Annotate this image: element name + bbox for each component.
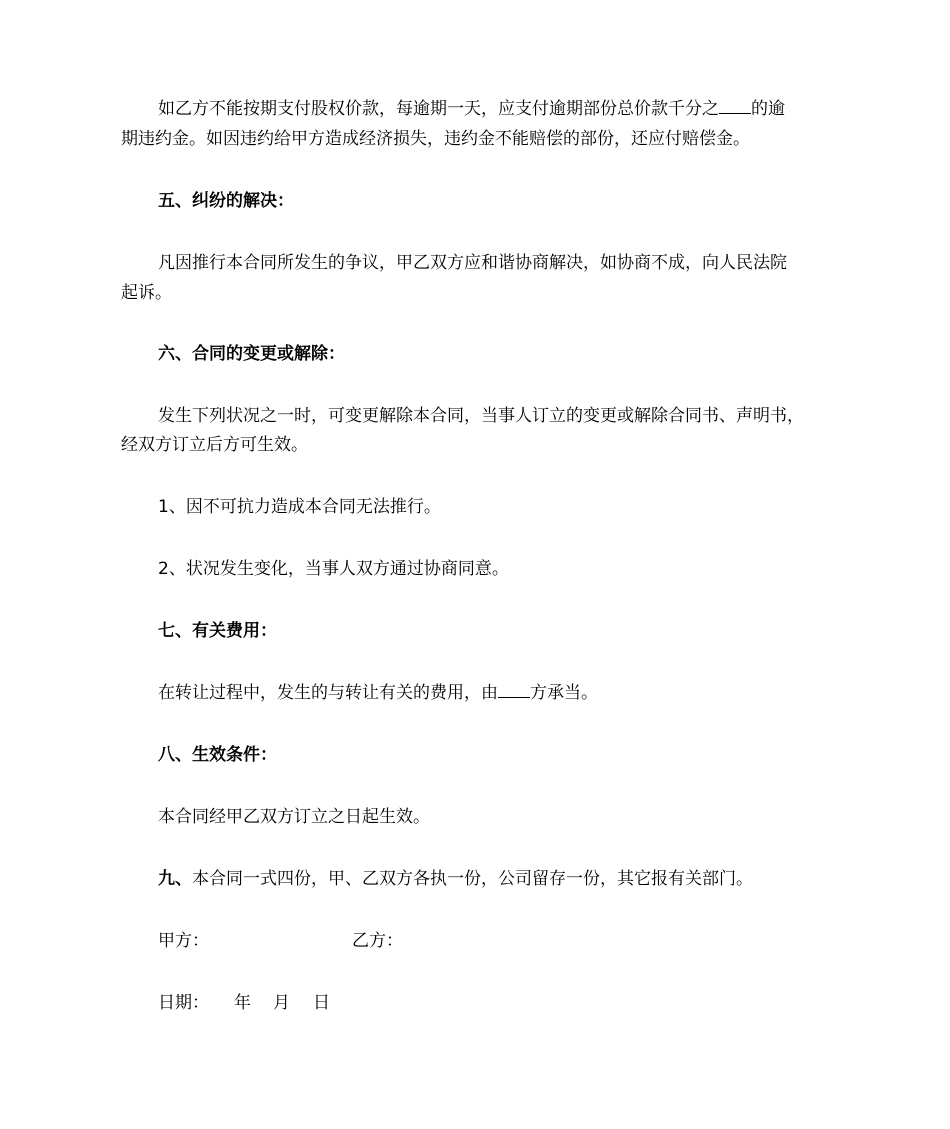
section-7-text bbox=[158, 683, 598, 703]
date-year: 年 bbox=[234, 993, 251, 1013]
section-8-text: 本合同经甲乙双方订立之日起生效。 bbox=[158, 807, 430, 827]
penalty-text-after-blank: 的逾 bbox=[751, 99, 785, 119]
party-b-label: 乙方： bbox=[352, 931, 403, 951]
section-7-heading: 七、有关费用： bbox=[158, 621, 277, 641]
section-6-line-1: 发生下列状况之一时，可变更解除本合同，当事人订立的变更或解除合同书、声明书， bbox=[158, 406, 804, 426]
penalty-line-2: 期违约金。如因违约给甲方造成经济损失，违约金不能赔偿的部份，还应付赔偿金。 bbox=[121, 129, 750, 149]
penalty-text-before-blank: 如乙方不能按期支付股权价款，每逾期一天，应支付逾期部份总价款千分之 bbox=[158, 99, 719, 119]
section-7-blank bbox=[498, 683, 530, 698]
date-label: 日期： bbox=[158, 993, 209, 1013]
date-month: 月 bbox=[273, 993, 290, 1013]
section-6-heading: 六、合同的变更或解除： bbox=[158, 344, 345, 364]
penalty-line-1 bbox=[158, 99, 785, 119]
section-9-heading: 九、 bbox=[158, 869, 192, 889]
section-9-line bbox=[158, 869, 753, 889]
section-8-heading: 八、生效条件： bbox=[158, 745, 277, 765]
section-5-heading: 五、纠纷的解决： bbox=[158, 191, 294, 211]
section-5-line-1: 凡因推行本合同所发生的争议，甲乙双方应和谐协商解决，如协商不成，向人民法院 bbox=[158, 253, 787, 273]
section-5-line-2: 起诉。 bbox=[121, 283, 172, 303]
section-6-item-2: 2、状况发生变化，当事人双方通过协商同意。 bbox=[158, 559, 509, 579]
section-6-item-1: 1、因不可抗力造成本合同无法推行。 bbox=[158, 497, 441, 517]
penalty-blank bbox=[719, 99, 751, 114]
section-6-line-2: 经双方订立后方可生效。 bbox=[121, 435, 308, 455]
section-7-text-after-blank: 方承当。 bbox=[530, 683, 598, 703]
section-7-text-before-blank: 在转让过程中，发生的与转让有关的费用，由 bbox=[158, 683, 498, 703]
date-day: 日 bbox=[313, 993, 330, 1013]
section-9-text: 本合同一式四份，甲、乙双方各执一份，公司留存一份，其它报有关部门。 bbox=[192, 869, 753, 889]
party-a-label: 甲方： bbox=[158, 931, 209, 951]
